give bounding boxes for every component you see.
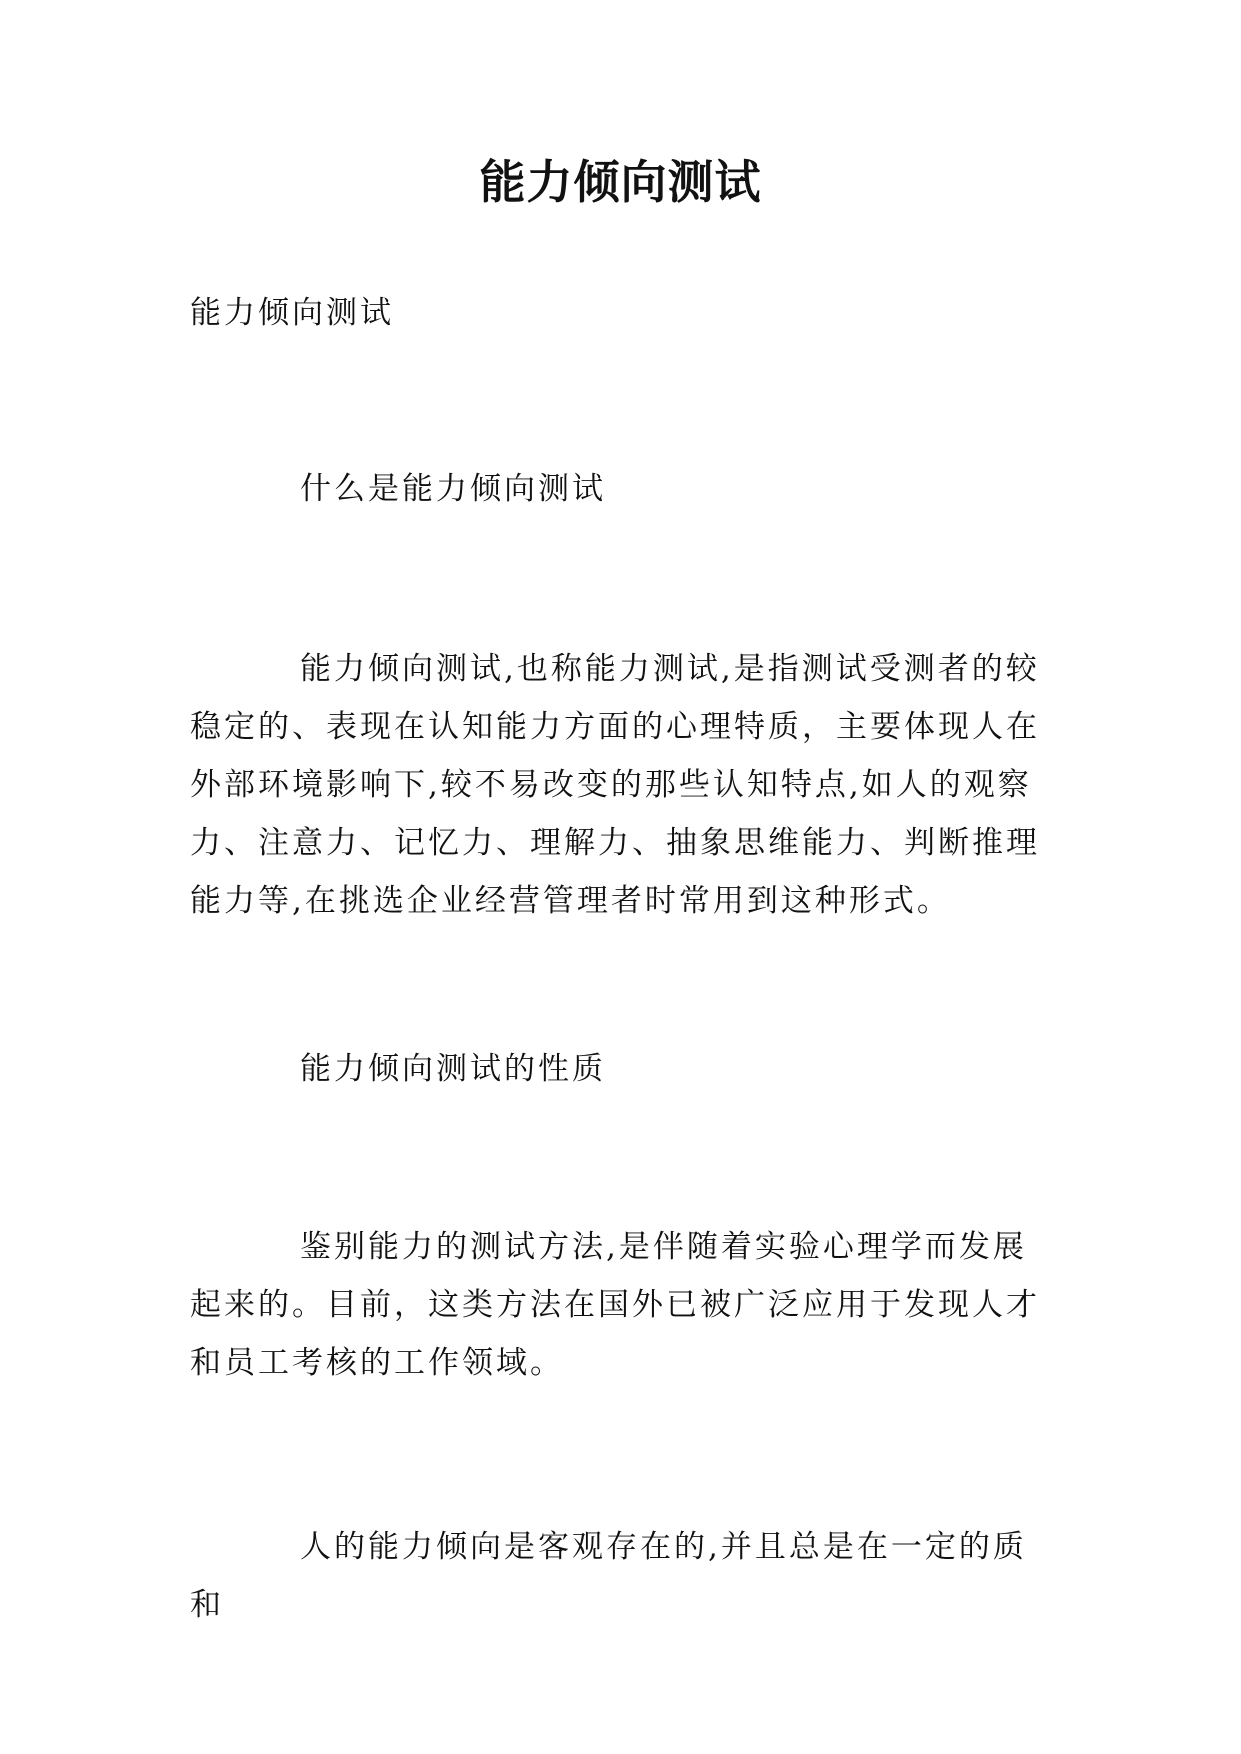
paragraph-objective: 人的能力倾向是客观存在的,并且总是在一定的质和	[190, 1529, 1027, 1623]
document-subtitle: 能力倾向测试	[190, 295, 394, 331]
paragraph-history: 鉴别能力的测试方法,是伴随着实验心理学而发展起来的。目前，这类方法在国外已被广泛应用于发现人才和员工考核的工作领域。	[190, 1229, 1040, 1381]
section-heading-what-is: 什么是能力倾向测试	[300, 471, 606, 507]
section-heading-nature: 能力倾向测试的性质	[300, 1051, 606, 1087]
paragraph-definition: 能力倾向测试,也称能力测试,是指测试受测者的较稳定的、表现在认知能力方面的心理特质，主要体现人在外部环境影响下,较不易改变的那些认知特点,如人的观察力、注意力、记忆力、理解力、抽象思维能力、判断推理能力等,在挑选企业经营管理者时常用到这种形式。	[190, 651, 1040, 919]
document-title: 能力倾向测试	[479, 155, 762, 209]
